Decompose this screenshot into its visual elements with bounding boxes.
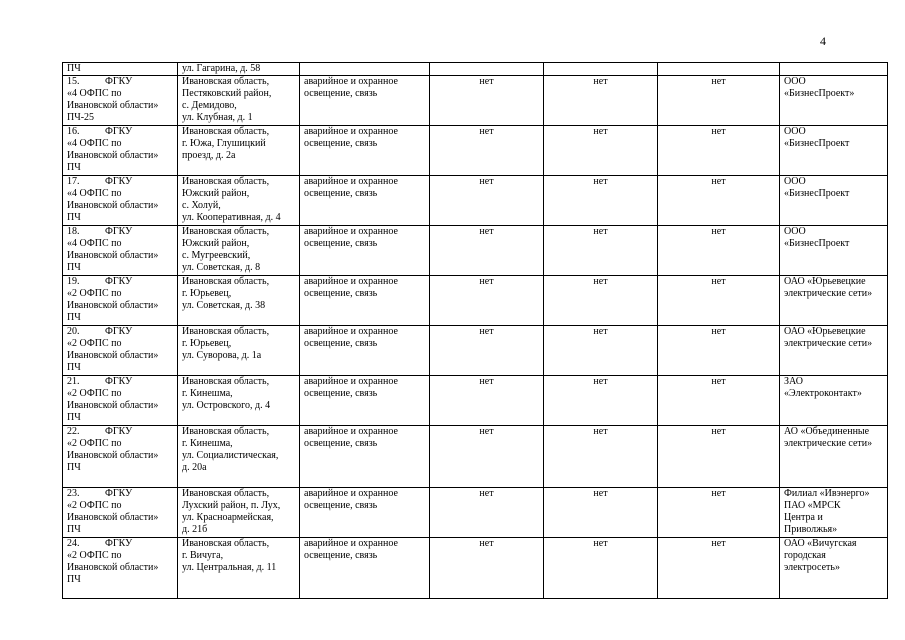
cell-line: «Электроконтакт» [784,388,862,399]
cell-address [178,226,300,276]
cell-org [780,63,888,76]
row-number: 18. [67,226,80,237]
cell-line: «2 ОФПС по [67,550,122,561]
cell-c4 [430,63,544,76]
cell-line: Ивановской области» [67,350,159,361]
cell-c5: нет [544,538,658,599]
cell-line: аварийное и охранное [304,426,398,437]
cell-line: «2 ОФПС по [67,500,122,511]
table-row [63,376,888,426]
cell-line [67,326,173,338]
cell-line: ПЧ [67,63,81,74]
table-row [63,488,888,538]
cell-address [178,326,300,376]
cell-line: «БизнесПроект» [784,88,855,99]
cell-c6: нет [658,226,780,276]
cell-c5: нет [544,176,658,226]
cell-org [780,488,888,538]
cell-line [67,76,173,88]
cell-name [63,426,178,488]
cell-line: Ивановская область, [182,126,270,137]
cell-c6: нет [658,488,780,538]
table-row [63,176,888,226]
cell-c5: нет [544,276,658,326]
cell-line: «БизнесПроект [784,188,850,199]
cell-line: Ивановской области» [67,562,159,573]
cell-line: ООО [784,176,806,187]
cell-line: освещение, связь [304,438,378,449]
row-number: 21. [67,376,80,387]
cell-line: освещение, связь [304,388,378,399]
cell-c5: нет [544,76,658,126]
cell-line: Ивановская область, [182,376,270,387]
table-row-continuation [63,63,888,76]
cell-line: ПЧ [67,212,81,223]
cell-line: ПЧ [67,312,81,323]
cell-name [63,226,178,276]
row-org-type: ФГКУ [105,126,133,137]
cell-line: освещение, связь [304,338,378,349]
cell-line: ЗАО [784,376,803,387]
row-org-type: ФГКУ [105,488,133,499]
cell-org [780,538,888,599]
cell-line: аварийное и охранное [304,538,398,549]
cell-line: с. Мугреевский, [182,250,251,261]
cell-line: г. Кинешма, [182,438,233,449]
cell-name [63,126,178,176]
cell-c4: нет [430,326,544,376]
cell-line: ПЧ [67,362,81,373]
cell-line [67,376,173,388]
cell-address [178,376,300,426]
cell-c4: нет [430,488,544,538]
cell-line: «БизнесПроект [784,138,850,149]
cell-address [178,76,300,126]
page-number: 4 [820,34,826,48]
cell-line: ул. Кооперативная, д. 4 [182,212,281,223]
cell-type [300,426,430,488]
cell-org [780,176,888,226]
cell-line: ул. Социалистическая, [182,450,279,461]
cell-line: Ивановская область, [182,538,270,549]
cell-line: Ивановская область, [182,326,270,337]
cell-type [300,126,430,176]
cell-line: Южский район, [182,188,250,199]
cell-line: г. Вичуга, [182,550,224,561]
cell-line: Лухский район, п. Лух, [182,500,281,511]
cell-c6: нет [658,326,780,376]
row-number: 24. [67,538,80,549]
cell-line [67,488,173,500]
cell-c5: нет [544,226,658,276]
cell-type [300,76,430,126]
cell-name [63,176,178,226]
cell-line: проезд, д. 2а [182,150,236,161]
cell-line: ул. Советская, д. 38 [182,300,266,311]
cell-line: Ивановской области» [67,450,159,461]
cell-c6: нет [658,276,780,326]
cell-line: Центра и [784,512,823,523]
cell-line: д. 21б [182,524,208,535]
cell-line [67,276,173,288]
cell-line: ул. Суворова, д. 1а [182,350,262,361]
cell-address [178,126,300,176]
cell-type [300,488,430,538]
cell-type [300,326,430,376]
cell-line: электрические сети» [784,288,873,299]
cell-line: ул. Гагарина, д. 58 [182,63,261,74]
cell-line: ул. Клубная, д. 1 [182,112,253,123]
cell-line: г. Кинешма, [182,388,233,399]
table-row [63,76,888,126]
cell-line: ПЧ [67,524,81,535]
cell-line: электросеть» [784,562,840,573]
cell-line: АО «Объединенные [784,426,870,437]
cell-line: аварийное и охранное [304,176,398,187]
cell-line: Ивановской области» [67,150,159,161]
cell-address [178,63,300,76]
cell-line: ПЧ [67,412,81,423]
cell-c4: нет [430,538,544,599]
cell-line: Филиал «Ивэнерго» [784,488,870,499]
cell-line: «2 ОФПС по [67,338,122,349]
document-table [62,62,888,599]
cell-name [63,376,178,426]
cell-c6: нет [658,176,780,226]
cell-line: Ивановская область, [182,488,270,499]
cell-address [178,176,300,226]
cell-line: «2 ОФПС по [67,438,122,449]
cell-type [300,176,430,226]
row-number: 16. [67,126,80,137]
cell-c5: нет [544,488,658,538]
cell-c4: нет [430,376,544,426]
cell-address [178,488,300,538]
cell-type [300,63,430,76]
cell-line: ООО [784,126,806,137]
cell-c6: нет [658,538,780,599]
cell-line: г. Юрьевец, [182,288,232,299]
cell-line: аварийное и охранное [304,276,398,287]
cell-line: ул. Центральная, д. 11 [182,562,277,573]
cell-type [300,376,430,426]
cell-c6: нет [658,376,780,426]
cell-c4: нет [430,226,544,276]
cell-line: Ивановской области» [67,400,159,411]
cell-address [178,538,300,599]
table-row [63,226,888,276]
cell-name [63,538,178,599]
row-number: 20. [67,326,80,337]
cell-name [63,326,178,376]
cell-line: ул. Советская, д. 8 [182,262,261,273]
cell-type [300,538,430,599]
row-number: 17. [67,176,80,187]
cell-line: Ивановской области» [67,100,159,111]
cell-name [63,488,178,538]
cell-c6: нет [658,76,780,126]
cell-line: Ивановской области» [67,200,159,211]
row-org-type: ФГКУ [105,426,133,437]
cell-line: Южский район, [182,238,250,249]
table-row [63,276,888,326]
cell-line: Ивановской области» [67,250,159,261]
row-org-type: ФГКУ [105,226,133,237]
cell-line: аварийное и охранное [304,488,398,499]
cell-name [63,276,178,326]
cell-name [63,76,178,126]
cell-line: с. Холуй, [182,200,221,211]
cell-c5 [544,63,658,76]
cell-line: аварийное и охранное [304,76,398,87]
row-org-type: ФГКУ [105,176,133,187]
cell-line: г. Юрьевец, [182,338,232,349]
cell-c4: нет [430,76,544,126]
cell-line: освещение, связь [304,138,378,149]
cell-c4: нет [430,426,544,488]
row-number: 19. [67,276,80,287]
row-number: 22. [67,426,80,437]
cell-line [67,538,173,550]
cell-line: «4 ОФПС по [67,238,122,249]
cell-line [67,176,173,188]
cell-line: «2 ОФПС по [67,388,122,399]
cell-line: освещение, связь [304,188,378,199]
row-org-type: ФГКУ [105,276,133,287]
cell-c5: нет [544,126,658,176]
cell-line: Ивановской области» [67,512,159,523]
row-org-type: ФГКУ [105,76,133,87]
cell-line: аварийное и охранное [304,126,398,137]
cell-c4: нет [430,176,544,226]
cell-line: ООО [784,226,806,237]
cell-line [67,426,173,438]
cell-line: освещение, связь [304,238,378,249]
row-number: 15. [67,76,80,87]
cell-line: Ивановская область, [182,426,270,437]
cell-org [780,376,888,426]
cell-line: Ивановская область, [182,176,270,187]
cell-c4: нет [430,276,544,326]
cell-line: «4 ОФПС по [67,88,122,99]
cell-line: Ивановская область, [182,276,270,287]
cell-org [780,426,888,488]
cell-line: Приволжья» [784,524,838,535]
cell-line: г. Южа, Глушицкий [182,138,266,149]
cell-org [780,276,888,326]
cell-line: д. 20а [182,462,207,473]
cell-line: ПЧ [67,262,81,273]
cell-line: «4 ОФПС по [67,188,122,199]
table-row [63,126,888,176]
cell-line: ОАО «Юрьевецкие [784,276,866,287]
cell-line: освещение, связь [304,550,378,561]
cell-line: ПЧ-25 [67,112,95,123]
cell-c5: нет [544,426,658,488]
cell-line: аварийное и охранное [304,376,398,387]
cell-c5: нет [544,376,658,426]
cell-line: ОАО «Вичугская [784,538,857,549]
cell-line: ул. Островского, д. 4 [182,400,271,411]
cell-line: ПАО «МРСК [784,500,841,511]
table-body [63,63,888,599]
cell-line: ООО [784,76,806,87]
cell-line: аварийное и охранное [304,326,398,337]
cell-line [67,226,173,238]
cell-org [780,76,888,126]
cell-line: электрические сети» [784,438,873,449]
cell-line: освещение, связь [304,500,378,511]
cell-line: ПЧ [67,162,81,173]
cell-line: ПЧ [67,574,81,585]
cell-c6: нет [658,126,780,176]
cell-address [178,426,300,488]
cell-line: Ивановской области» [67,300,159,311]
row-org-type: ФГКУ [105,376,133,387]
cell-name [63,63,178,76]
cell-line: Ивановская область, [182,226,270,237]
row-number: 23. [67,488,80,499]
cell-line: аварийное и охранное [304,226,398,237]
table-row [63,426,888,488]
cell-line: городская [784,550,826,561]
cell-type [300,226,430,276]
cell-line: ОАО «Юрьевецкие [784,326,866,337]
cell-line: освещение, связь [304,88,378,99]
cell-line: с. Демидово, [182,100,237,111]
cell-line: «БизнесПроект [784,238,850,249]
table-row [63,326,888,376]
cell-org [780,126,888,176]
cell-org [780,326,888,376]
cell-line: электрические сети» [784,338,873,349]
cell-line: «4 ОФПС по [67,138,122,149]
cell-line: ПЧ [67,462,81,473]
cell-line: «2 ОФПС по [67,288,122,299]
cell-line: Пестяковский район, [182,88,272,99]
cell-line: Ивановская область, [182,76,270,87]
cell-c5: нет [544,326,658,376]
row-org-type: ФГКУ [105,538,133,549]
cell-c6 [658,63,780,76]
cell-c6: нет [658,426,780,488]
cell-line [67,126,173,138]
cell-org [780,226,888,276]
cell-c4: нет [430,126,544,176]
cell-type [300,276,430,326]
cell-line: ул. Красноармейская, [182,512,274,523]
cell-line: освещение, связь [304,288,378,299]
cell-address [178,276,300,326]
table-row [63,538,888,599]
row-org-type: ФГКУ [105,326,133,337]
